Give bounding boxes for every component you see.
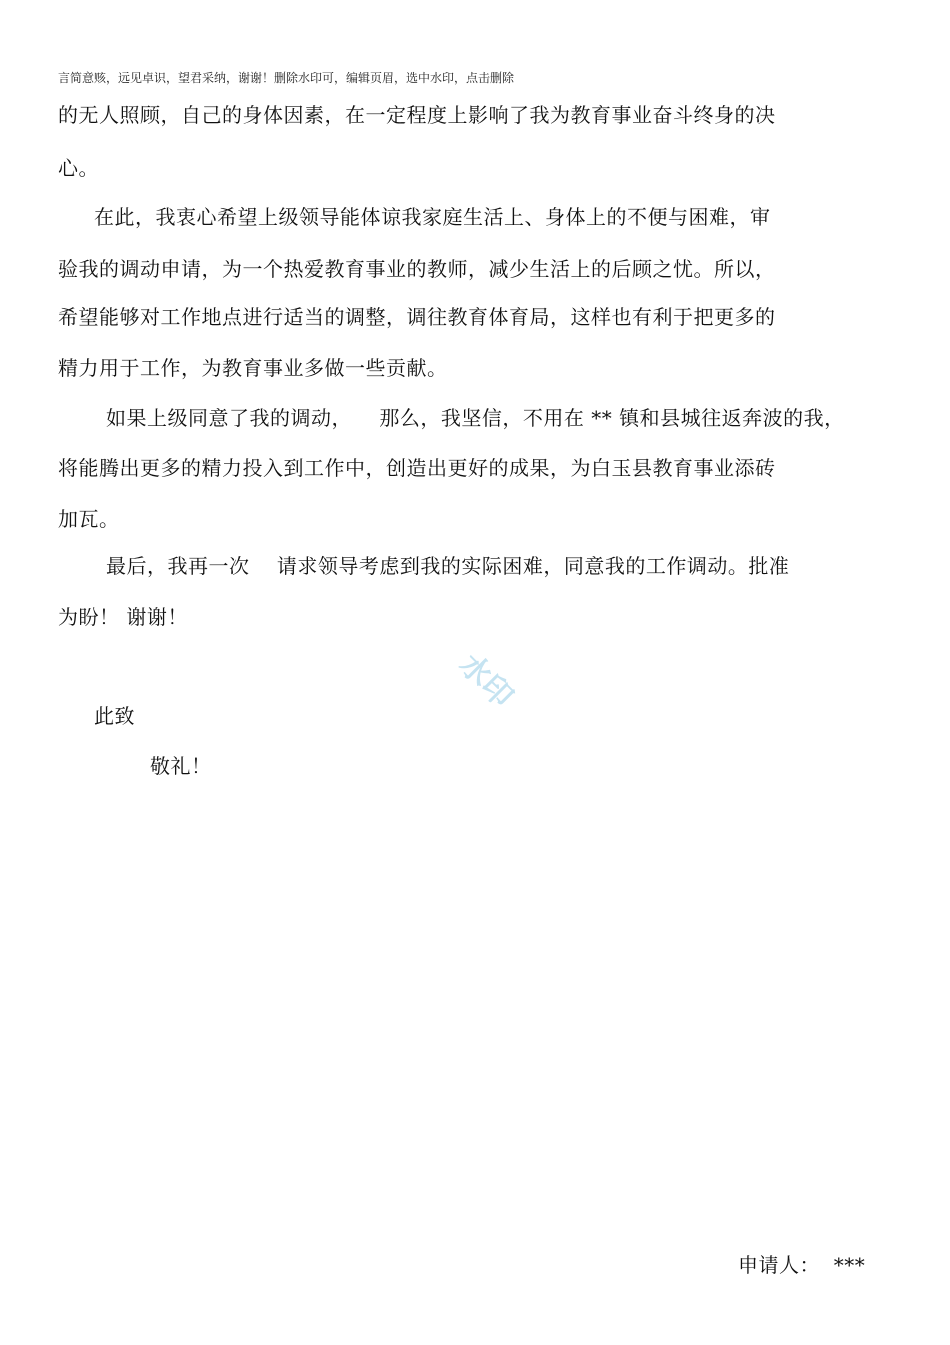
closing-salutation: 此致 [94,704,135,728]
body-line: 精力用于工作，为教育事业多做一些贡献。 [58,356,448,380]
body-line: 为盼！ 谢谢！ [58,605,188,629]
signature: 申请人： *** [738,1253,866,1277]
watermark: 水印 [452,647,520,715]
body-line: 如果上级同意了我的调动， 那么，我坚信，不用在 ** 镇和县城往返奔波的我， [106,406,845,430]
body-line: 的无人照顾，自己的身体因素，在一定程度上影响了我为教育事业奋斗终身的决 [58,103,776,127]
body-line: 心。 [58,156,99,180]
closing-regards: 敬礼！ [150,754,212,778]
body-line: 希望能够对工作地点进行适当的调整，调往教育体育局，这样也有利于把更多的 [58,305,776,329]
body-line: 加瓦。 [58,507,120,531]
body-line: 将能腾出更多的精力投入到工作中，创造出更好的成果，为白玉县教育事业添砖 [58,456,776,480]
body-line: 最后，我再一次 请求领导考虑到我的实际困难，同意我的工作调动。批准 [106,554,790,578]
body-line: 在此，我衷心希望上级领导能体谅我家庭生活上、身体上的不便与困难，审 [94,205,771,229]
header-note: 言简意赅，远见卓识，望君采纳，谢谢！删除水印可，编辑页眉，选中水印，点击删除 [58,71,515,85]
body-line: 验我的调动申请，为一个热爱教育事业的教师，减少生活上的后顾之忧。所以， [58,257,776,281]
